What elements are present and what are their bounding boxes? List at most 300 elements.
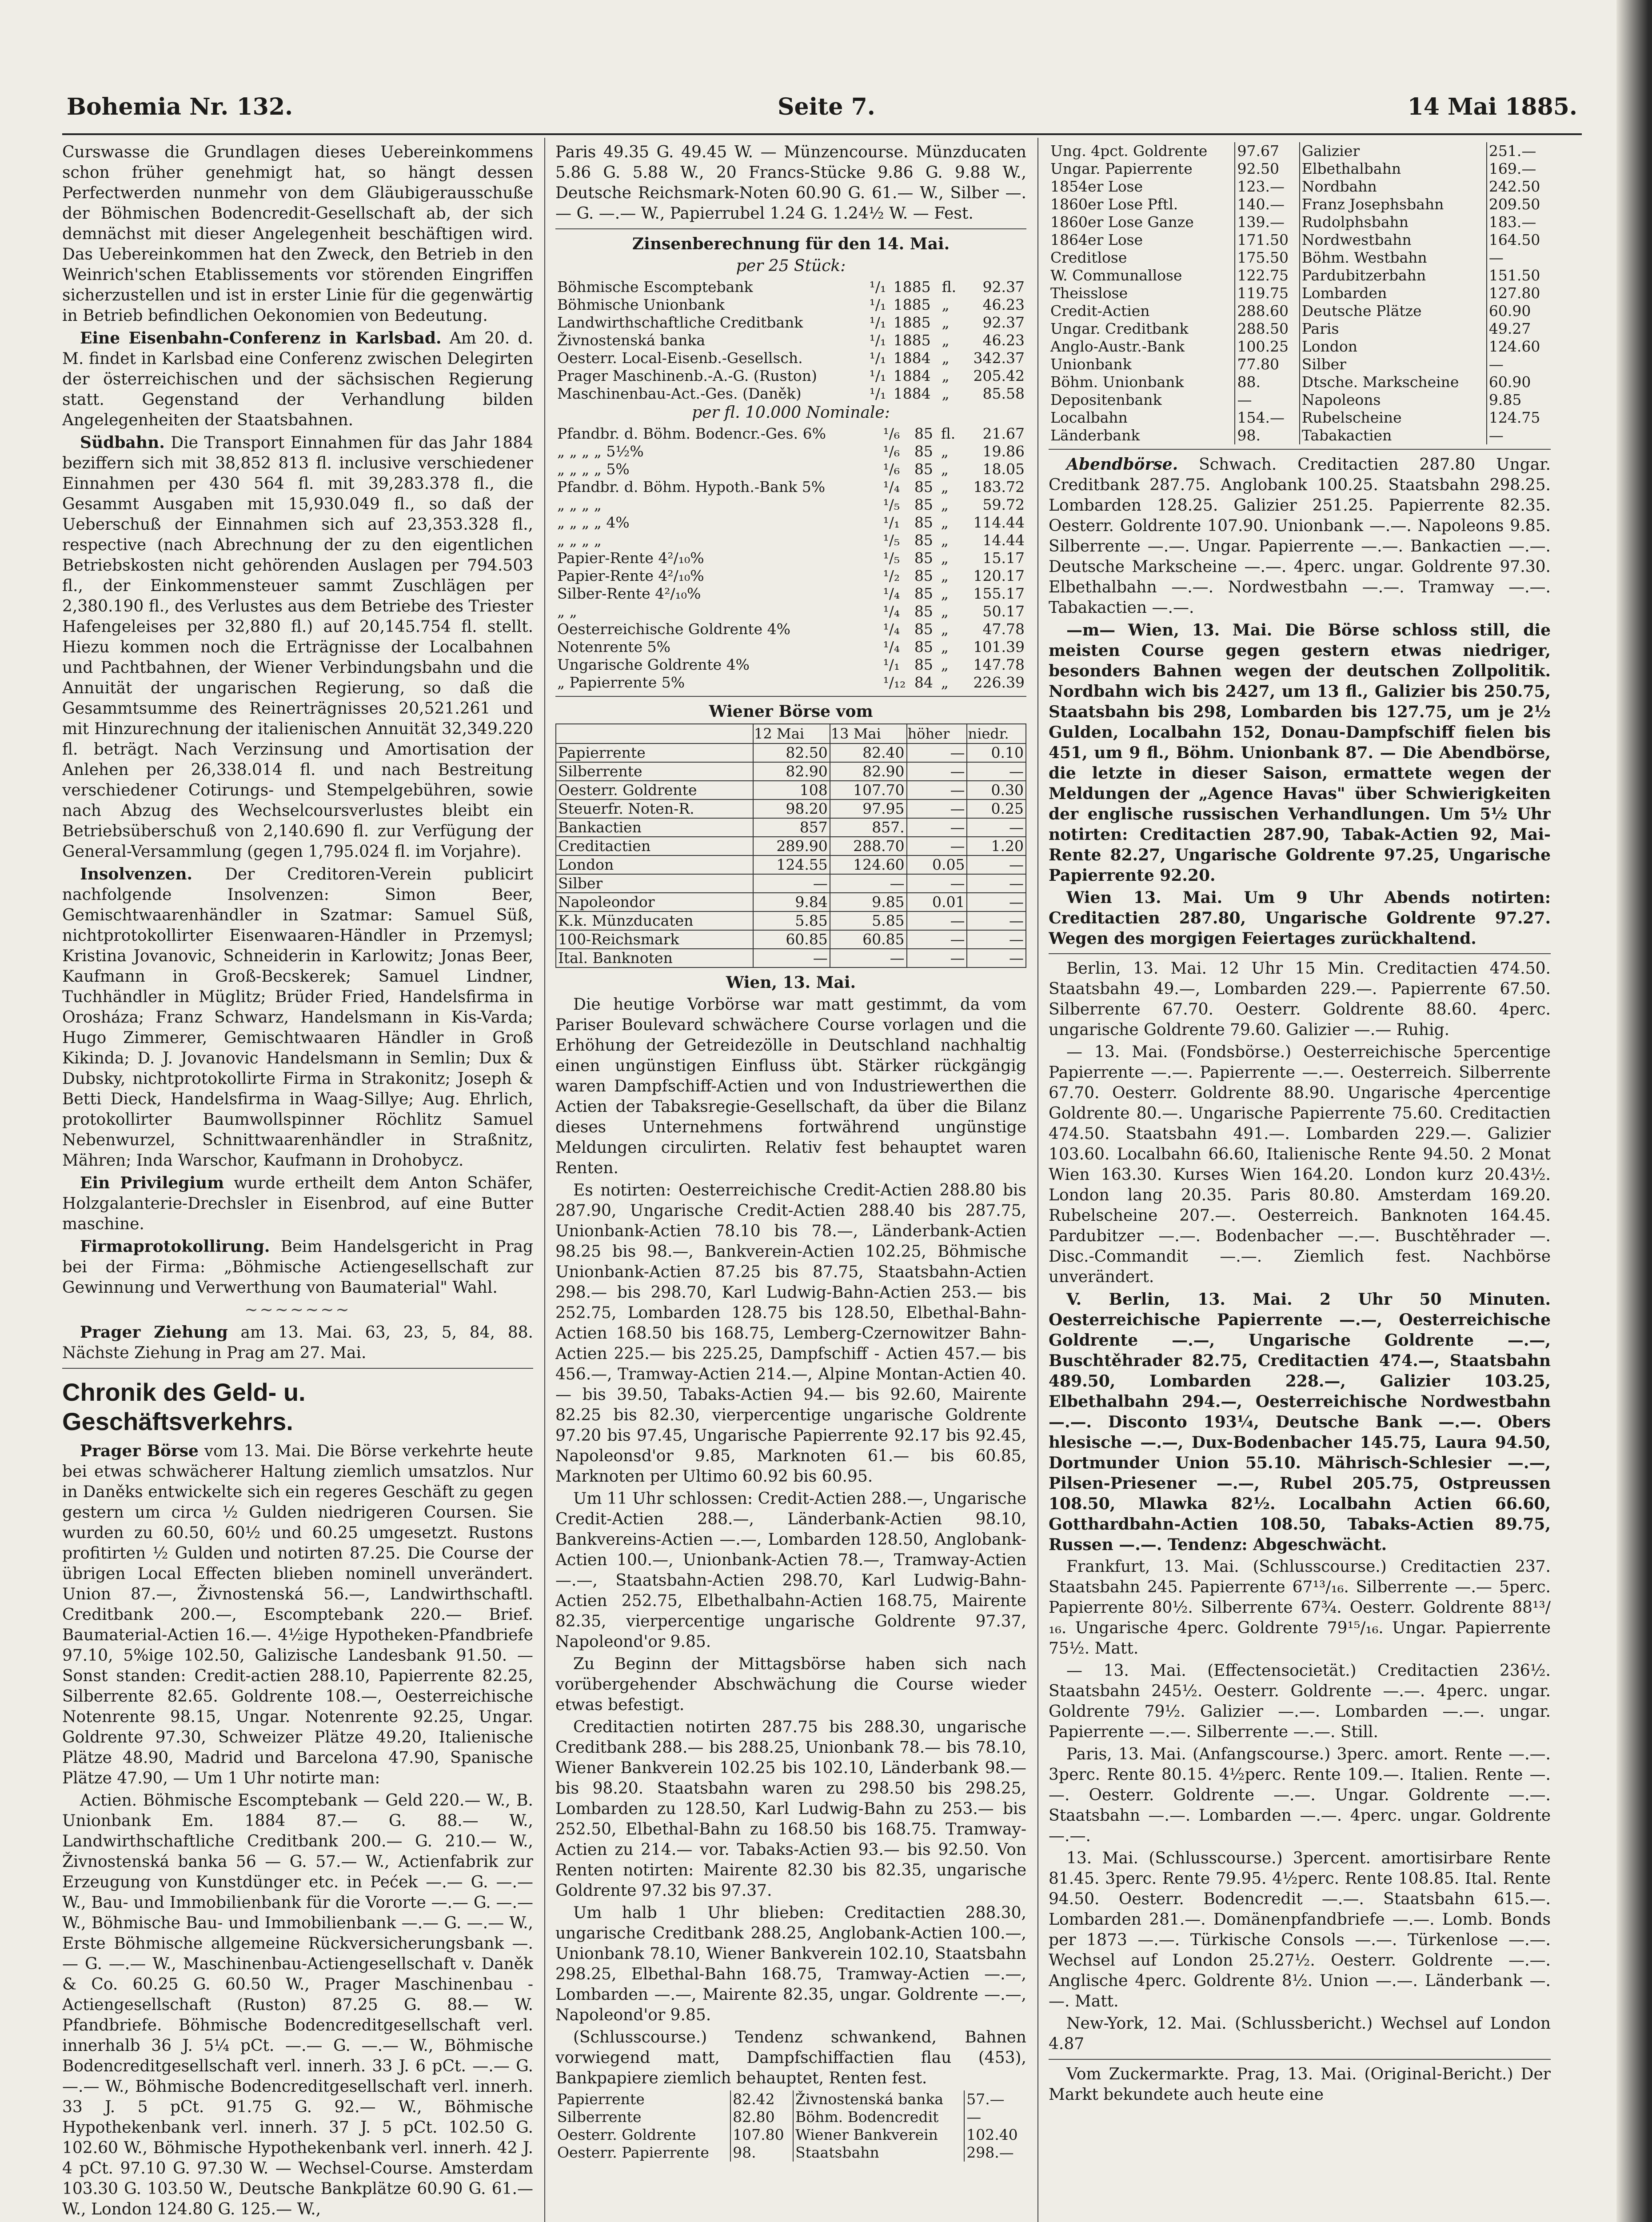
table-cell: 77.80 [1235, 356, 1299, 373]
course-row [1049, 160, 1551, 178]
table-cell: — [907, 818, 967, 837]
table-cell: 14.44 [982, 532, 1025, 549]
table-cell: — [967, 855, 1026, 874]
table-cell: Paris [1300, 320, 1487, 338]
table-cell: Creditactien [556, 837, 753, 855]
zinsen-row [555, 514, 1026, 532]
wien-course-table [1049, 142, 1551, 444]
table-cell: 1885 [893, 278, 931, 296]
page-header [67, 84, 1577, 133]
table-cell: — [967, 893, 1026, 911]
creditactien-paragraph: Creditactien notirten 287.75 bis 288.30, ungarische Creditbank 288.— bis 288.25, Unionbank 78.— bis 78.10, Wiener Bankverein 102.25 bis 102.10, Länderbank 98.— bis 98.20. Staatsbahn waren zu 298.50 bis 298.25, Lombarden zu 128.50, Karl Ludwig-Bahn zu 253.— bis 252.50, Elbethal-Bahn zu 168.50 bis 168.75. Tramway-Actien zu 214.— vor. Tabaks-Actien 93.— bis 92.50. Von Renten notirten: Mairente 82.30 bis 82.35, ungarische Goldrente 97.32 bis 97.37. [555, 1718, 1026, 1900]
table-cell: 85 [914, 478, 933, 496]
table-cell: — [967, 930, 1026, 949]
prager-boerse-article [62, 1441, 533, 1789]
zinsen-subtitle-nominale: per fl. 10.000 Nominale: [692, 404, 890, 422]
zinsen-row [555, 425, 1026, 443]
table-cell: 46.23 [982, 296, 1025, 313]
course-row [1049, 213, 1551, 231]
firma-text: Beim Handelsgericht in Prag bei der Firma: „Böhmische Actiengesellschaft zur Gewinnung und Verwerthung von Baumaterial" Wahl. [62, 1238, 533, 1297]
table-cell: Deutsche Plätze [1300, 302, 1487, 320]
course-row [1049, 302, 1551, 320]
table-cell: 107.80 [730, 2126, 793, 2144]
column-3 [1049, 142, 1551, 2222]
zinsen-row [555, 585, 1026, 603]
zinsen-row [555, 296, 1026, 314]
suedbahn-text: Die Transport Einnahmen für das Jahr 1884 beziffern sich mit 38,852 813 fl. inclusive verschiedener Einnahmen per 430 564 fl. mit 39,283.378 fl., die Gesammt Ausgaben mit 15,930.049 fl., so daß der Ueberschuß der Einnahmen sich auf 23,353.328 fl., respective (nach Abrechnung der zu den eigentlichen Betriebskosten nicht gehörenden Auslagen per 794.503 fl., der Einkommensteuer sammt Zuschlägen per 2,380.190 fl., des Verlustes aus dem Betriebe des Triester Hafengeleises per 32,880 fl.) auf 20,145.754 fl. stellt. Hiezu kommen noch die Erträgnisse der Localbahnen und Pachtbahnen, der Wiener Verbindungsbahn und die Annuität der ungarischen Regierung, so daß die Gesammtsumme des Reinerträgnisses 20,521.261 und mit Hinzurechnung der italienischen Annuität 32,349.220 fl. beträgt. Nach Verzinsung und Amortisation der Anlehen per 26,338.014 fl. und nach Bestreitung verschiedener Cotirungs- und Stempelgebühren, sowie nach Abzug des Wechselcoursverlustes bleibt ein Betriebsüberschuß von 2,140.690 fl. zur Verfügung der General-Versammlung (gegen 1,795.024 fl. im Vorjahre). [62, 434, 533, 861]
table-cell: 97.95 [830, 799, 907, 818]
table-cell: 101.39 [973, 638, 1025, 655]
zinsen-row [555, 549, 1026, 567]
course-row [1049, 356, 1551, 373]
table-cell: 288.60 [1235, 302, 1299, 320]
table-cell: „ [941, 638, 949, 655]
table-cell: 85 [914, 549, 933, 567]
table-cell: 1884 [893, 385, 931, 402]
table-cell: 85 [914, 425, 933, 442]
firma-title: Firmaprotokollirung. [80, 1237, 270, 1256]
table-cell: ¹/₁₂ [883, 674, 906, 691]
zinsen-row [555, 674, 1026, 691]
course-row [1049, 320, 1551, 338]
table-cell: ¹/₁ [869, 385, 886, 402]
karlsbad-title: Eine Eisenbahn-Conferenz in Karlsbad. [80, 329, 442, 348]
table-cell: Franz Josephsbahn [1300, 196, 1487, 213]
course-row [1049, 373, 1551, 391]
table-cell: „ „ [557, 603, 577, 620]
table-cell: Ungar. Papierrente [1049, 160, 1235, 178]
table-cell: Ung. 4pct. Goldrente [1049, 142, 1235, 160]
table-cell: 183.— [1488, 213, 1536, 231]
table-cell: Živnostenská banka [557, 332, 706, 349]
table-cell: Silber [1300, 356, 1487, 373]
wien-title: Wien, 13. Mai. [726, 973, 856, 992]
table-header-cell: höher [907, 724, 967, 743]
table-cell: Galizier [1300, 142, 1487, 160]
table-cell: 102.40 [966, 2126, 1018, 2143]
berlin-article: Berlin, 13. Mai. 12 Uhr 15 Min. Creditactien 474.50. Staatsbahn 49.—, Lombarden 229.—. Papierrente 67.50. Silberrente 67.70. Oesterr. Goldrente 88.60. 4perc. ungarische Goldrente 79.60. Galizier —.— Ruhig. [1049, 959, 1551, 1039]
table-cell: „ „ „ „ 5½% [557, 443, 644, 460]
zinsen-row [555, 314, 1026, 332]
table-cell: 100-Reichsmark [556, 930, 753, 949]
table-cell: 154.— [1235, 409, 1299, 427]
table-header-cell: 12 Mai [753, 724, 830, 743]
intro-paragraph: Curswasse die Grundlagen dieses Uebereinkommens schon früher genehmigt hat, so hängt dessen Perfectwerden nunmehr von dem Gläubigerausschuße der Böhmischen Bodencredit-Gesellschaft ab, der sich demnächst mit dieser Angelegenheit beschäftigen wird. Das Uebereinkommen hat den Zweck, den Betrieb in den Weinrich'schen Etablissements vor störenden Eingriffen sicherzustellen und ist in erster Linie für die gegenwärtig in Betrieb befindlichen Oekonomien von Bedeutung. [62, 143, 533, 325]
wiener-row [556, 799, 1026, 818]
wiener-boerse-table [555, 723, 1026, 968]
suedbahn-title: Südbahn. [80, 433, 165, 452]
table-cell: 1885 [893, 332, 931, 349]
table-cell: „ [941, 620, 949, 638]
table-cell: 1885 [893, 296, 931, 313]
table-cell: „ [941, 585, 949, 602]
wiener-row [556, 762, 1026, 781]
wiener-row [556, 911, 1026, 930]
abend-title: Abendbörse. [1066, 455, 1178, 474]
table-cell: Böhmische Unionbank [557, 296, 725, 313]
header-issue: Bohemia Nr. 132. [67, 93, 293, 120]
zinsen-row [555, 478, 1026, 496]
table-cell: 205.42 [973, 367, 1025, 384]
table-cell: London [556, 855, 753, 874]
table-cell: 123.— [1235, 178, 1299, 196]
table-cell: 85 [914, 620, 933, 638]
zinsen-row [555, 532, 1026, 549]
table-cell: 108 [753, 781, 830, 799]
table-cell: Theisslose [1049, 284, 1235, 302]
section-rule [555, 696, 1026, 697]
table-cell: „ Papierrente 5% [557, 674, 685, 691]
table-cell: 82.50 [753, 743, 830, 762]
table-cell: ¹/₁ [869, 278, 886, 296]
table-cell: 0.10 [967, 743, 1026, 762]
table-cell: 92.50 [1235, 160, 1299, 178]
table-cell: 85 [914, 567, 933, 584]
table-cell: 155.17 [973, 585, 1025, 602]
wiener-row [556, 855, 1026, 874]
table-cell: 857. [830, 818, 907, 837]
zinsen-row [555, 638, 1026, 656]
table-cell: fl. [941, 425, 956, 442]
table-cell: „ [941, 514, 949, 531]
schluss-row [555, 2090, 1026, 2108]
table-cell: Notenrente 5% [557, 638, 670, 655]
table-cell: „ „ „ „ [557, 532, 602, 549]
table-cell: Ungarische Goldrente 4% [557, 656, 750, 673]
table-cell: London [1300, 338, 1487, 356]
ziehung-title: Prager Ziehung [80, 1323, 228, 1342]
table-cell: — [1488, 356, 1504, 373]
table-cell: „ [941, 478, 949, 496]
table-cell: Oesterr. Local-Eisenb.-Gesellsch. [557, 349, 803, 367]
table-cell: 289.90 [753, 837, 830, 855]
table-cell: Dtsche. Markscheine [1300, 373, 1487, 391]
table-cell: Rudolphsbahn [1300, 213, 1487, 231]
section-rule [555, 228, 1026, 229]
table-cell: 21.67 [982, 425, 1025, 442]
table-cell: ¹/₁ [869, 332, 886, 349]
table-cell: ¹/₂ [883, 567, 900, 584]
table-cell: Creditlose [1049, 249, 1235, 267]
column-1 [62, 142, 533, 2222]
wien-paragraph: Die heutige Vorbörse war matt gestimmt, da vom Pariser Boulevard schwächere Course vorlagen und die Erhöhung der Getreidezölle in Deutschland nachhaltig einen ungünstigen Einfluss übt. Stärker rückgängig waren Dampfschiff-Actien und von Industriewerthen die Actien der Tabaksregie-Gesellschaft, da über die Bilanz dieses Unternehmens fortwährend ungünstige Meldungen circulirten. Relativ fest behauptet waren Renten. [555, 995, 1026, 1177]
table-cell: 251.— [1488, 142, 1536, 160]
insolvenzen-title: Insolvenzen. [80, 865, 193, 883]
table-cell: ¹/₁ [869, 349, 886, 367]
table-cell: 151.50 [1488, 267, 1540, 284]
table-cell: „ [942, 314, 950, 331]
table-cell: ¹/₅ [883, 496, 900, 513]
table-cell: — [967, 818, 1026, 837]
table-cell: 5.85 [753, 911, 830, 930]
course-row [1049, 409, 1551, 427]
table-cell: Localbahn [1049, 409, 1235, 427]
table-cell: W. Communallose [1049, 267, 1235, 284]
table-cell: Papierrente [555, 2090, 730, 2108]
table-cell: 82.42 [730, 2090, 793, 2108]
table-cell: — [753, 874, 830, 893]
table-cell: ¹/₁ [869, 314, 886, 331]
chronik-heading: Chronik des Geld- u. Geschäftsverkehrs. [62, 1378, 306, 1435]
table-cell: — [907, 911, 967, 930]
table-cell: K.k. Münzducaten [556, 911, 753, 930]
table-cell: Pfandbr. d. Böhm. Hypoth.-Bank 5% [557, 478, 826, 496]
privileg-text: wurde ertheilt dem Anton Schäfer, Holzgalanterie-Drechsler in Eisenbrod, auf eine Butter maschine. [62, 1174, 533, 1233]
table-cell: Credit-Actien [1049, 302, 1235, 320]
table-cell: Živnostenská banka [793, 2090, 964, 2108]
table-cell: 0.01 [907, 893, 967, 911]
header-date: 14 Mai 1885. [1407, 93, 1577, 120]
course-row [1049, 249, 1551, 267]
paris-article: Paris, 13. Mai. (Anfangscourse.) 3perc. amort. Rente —.—. 3perc. Rente 80.15. 4½perc. Rente 109.—. Italien. Rente —.—. Oesterr. Goldrente —.—. Ungar. Goldrente —.—. Staatsbahn —.—. Lombarden —.—. 4perc. ungar. Goldrente —.—. [1049, 1745, 1551, 1845]
table-cell: 124.55 [753, 855, 830, 874]
table-cell: 124.60 [1488, 338, 1540, 355]
table-cell: — [1235, 391, 1299, 409]
table-cell: Silber-Rente 4²/₁₀% [557, 585, 701, 602]
decorative-divider: ~~~~~~~ [244, 1301, 351, 1319]
table-cell: 100.25 [1235, 338, 1299, 356]
table-cell: 122.75 [1235, 267, 1299, 284]
prager-boerse-text: vom 13. Mai. Die Börse verkehrte heute bei etwas schwächerer Haltung ziemlich umsatzlos. Nur in Daněks entwickelte sich ein regeres Geschäft zu gegen gestern um circa ½ Gulden niedrigeren Coursen. Sie wurden zu 60.50, 60½ und 60.25 umgesetzt. Rustons profitirten ½ Gulden und notirten 87.25. Die Course der übrigen Local Effecten blieben nominell unverändert. Union 87.—, Živnostenská 56.—, Landwirthschaftl. Creditbank 200.—, Escomptebank 220.— Brief. Baumaterial-Actien 16.—. 4½ige Hypotheken-Pfandbriefe 97.10, 5%ige 102.50, Galizische Landesbank 91.50. — Sonst standen: Credit-actien 288.10, Papierrente 82.25, Silberrente 82.65. Goldrente 108.—, Oesterreichische Notenrente 98.15, Ungar. Notenrente 92.25, Ungar. Goldrente 97.30, Schweizer Plätze 49.20, Italienische Plätze 48.90, Madrid und Barcelona 47.90, Spanische Plätze 47.90, — Um 1 Uhr notirte man: [62, 1442, 533, 1787]
privileg-article [62, 1173, 533, 1235]
table-cell: „ [942, 385, 950, 402]
table-cell: Tabakactien [1300, 427, 1487, 444]
table-cell: Papier-Rente 4²/₁₀% [557, 549, 704, 567]
course-row [1049, 267, 1551, 284]
table-cell: — [830, 949, 907, 967]
table-cell: ¹/₄ [883, 620, 900, 638]
table-cell: ¹/₄ [883, 478, 900, 496]
table-cell: 85 [914, 656, 933, 673]
table-cell: 85 [914, 638, 933, 655]
table-cell: — [907, 781, 967, 799]
table-cell: „ [942, 296, 950, 313]
table-cell: „ [941, 656, 949, 673]
table-cell: „ [942, 332, 950, 349]
table-cell: 1864er Lose [1049, 231, 1235, 249]
table-cell: „ [942, 349, 950, 367]
table-cell: Napoleondor [556, 893, 753, 911]
table-cell: Ital. Banknoten [556, 949, 753, 967]
column-2 [555, 142, 1026, 2222]
table-header-cell: 13 Mai [830, 724, 907, 743]
table-cell: 85 [914, 532, 933, 549]
table-cell: Oesterr. Goldrente [556, 781, 753, 799]
table-cell: 9.85 [830, 893, 907, 911]
schluss-row [555, 2144, 1026, 2162]
table-cell: 82.40 [830, 743, 907, 762]
table-cell: ¹/₅ [883, 532, 900, 549]
zinsen-row [555, 603, 1026, 620]
table-cell: 60.90 [1488, 302, 1531, 320]
table-cell: 147.78 [973, 656, 1025, 673]
privileg-title: Ein Privilegium [80, 1174, 224, 1192]
table-cell: 60.85 [830, 930, 907, 949]
table-cell: 85 [914, 443, 933, 460]
table-cell: 9.84 [753, 893, 830, 911]
table-cell: „ [941, 460, 949, 478]
table-cell: 1884 [893, 349, 931, 367]
table-cell: — [967, 762, 1026, 781]
schluss-row [555, 2108, 1026, 2126]
table-cell: Silberrente [555, 2108, 730, 2126]
ziehung-text: am 13. Mai. 63, 23, 5, 84, 88. Nächste Ziehung in Prag am 27. Mai. [62, 1323, 533, 1362]
table-cell: — [907, 930, 967, 949]
table-cell: Pfandbr. d. Böhm. Bodencr.-Ges. 6% [557, 425, 826, 442]
table-cell: „ [941, 443, 949, 460]
table-cell: Papierrente [556, 743, 753, 762]
table-cell: Lombarden [1300, 284, 1487, 302]
table-cell: ¹/₁ [883, 656, 900, 673]
table-cell: — [907, 874, 967, 893]
table-cell: Böhmische Escomptebank [557, 278, 753, 296]
table-cell: „ „ „ „ 5% [557, 460, 630, 478]
table-cell: ¹/₅ [883, 549, 900, 567]
table-cell: Maschinenbau-Act.-Ges. (Daněk) [557, 385, 802, 402]
table-cell: 140.— [1235, 196, 1299, 213]
wiener-row [556, 818, 1026, 837]
zinsen-row [555, 332, 1026, 349]
table-cell: ¹/₄ [883, 638, 900, 655]
table-cell: — [967, 911, 1026, 930]
muenzen-paragraph: Paris 49.35 G. 49.45 W. — Münzencourse. Münzducaten 5.86 G. 5.88 W., 20 Francs-Stücke 9.86 G. 9.88 W., Deutsche Reichsmark-Noten 60.90 G. 61.— W., Silber —.— G. —.— W., Papierrubel 1.24 G. 1.24½ W. — Fest. [555, 143, 1026, 223]
table-cell: — [1488, 249, 1504, 266]
table-cell: — [967, 874, 1026, 893]
table-cell: Pardubitzerbahn [1300, 267, 1487, 284]
table-cell: 1854er Lose [1049, 178, 1235, 196]
karlsbad-text: Am 20. d. M. findet in Karlsbad eine Conferenz zwischen Delegirten der österreichischen und der sächsischen Regierung statt. Gegenstand der Verhandlung bilden Angelegenheiten der Staatsbahnen. [62, 329, 533, 429]
berlin-fondsboerse-article: — 13. Mai. (Fondsbörse.) Oesterreichische 5percentige Papierrente —.—. Papierrente —.—. Oesterreich. Silberrente 67.70. Oesterr. Goldrente 88.90. Ungarische 4percentige Goldrente 80.—. Ungarische Papierrente 75.60. Creditactien 474.50. Staatsbahn 491.—. Lombarden 229.—. Galizier 103.60. Localbahn 66.60, Italienische Rente 94.50. 2 Monat Wien 163.30. Kurses Wien 164.20. London kurz 20.43½. London lang 20.35. Paris 80.80. Amsterdam 169.20. Rubelscheine 207.—. Oesterreich. Banknoten 164.45. Pardubitzer —.—. Bodenbacher —.—. Buschtěhrader —. Disc.-Commandit —.—. Ziemlich fest. Nachbörse unverändert. [1049, 1043, 1551, 1286]
table-cell: Nordbahn [1300, 178, 1487, 196]
section-rule [62, 1368, 533, 1369]
table-cell: 169.— [1488, 160, 1536, 177]
course-row [1049, 391, 1551, 409]
section-rule [1049, 449, 1551, 450]
table-cell: 0.05 [907, 855, 967, 874]
table-cell: Wiener Bankverein [793, 2126, 964, 2144]
table-cell: 59.72 [982, 496, 1025, 513]
table-cell: — [907, 837, 967, 855]
prager-boerse-label: Prager Börse [80, 1442, 199, 1460]
table-cell: 1860er Lose Pftl. [1049, 196, 1235, 213]
table-cell: 127.80 [1488, 284, 1540, 302]
table-cell: Ungar. Creditbank [1049, 320, 1235, 338]
table-cell: 171.50 [1235, 231, 1299, 249]
paris-schluss-article: 13. Mai. (Schlusscourse.) 3percent. amortisirbare Rente 81.45. 3perc. Rente 79.95. 4½perc. Rente 108.85. Ital. Rente 94.50. Oesterr. Bodencredit —.—. Staatsbahn 615.—. Lombarden 281.—. Domänenpfandbriefe —.—. Lomb. Bonds per 1873 —.—. Türkische Consols —.—. Türkenlose —.—. Wechsel auf London 25.27½. Oesterr. Goldrente —.—. Anglische 4perc. Goldrente 8½. Union —.—. Länderbank —.—. Matt. [1049, 1849, 1551, 2010]
table-cell: Depositenbank [1049, 391, 1235, 409]
table-cell: 209.50 [1488, 196, 1540, 213]
table-cell: 0.30 [967, 781, 1026, 799]
zinsen-row [555, 278, 1026, 296]
table-cell: 5.85 [830, 911, 907, 930]
table-cell: 85.58 [982, 385, 1025, 402]
scan-edge-shadow [1616, 0, 1652, 2222]
course-row [1049, 338, 1551, 356]
table-cell: 1.20 [967, 837, 1026, 855]
table-cell: 124.60 [830, 855, 907, 874]
table-cell: 82.80 [730, 2108, 793, 2126]
table-cell: ¹/₁ [869, 296, 886, 313]
table-cell: 98.20 [753, 799, 830, 818]
wien-bold-article: —m— Wien, 13. Mai. Die Börse schloss still, die meisten Course gegen gestern etwas niedriger, besonders Bahnen wegen der deutschen Zollpolitik. Nordbahn wich bis 2427, um 13 fl., Galizier bis 250.75, Staatsbahn bis 298, Lombarden bis 127.75, um je 2½ Gulden, Localbahn 152, Donau-Dampfschiff fielen bis 451, um 9 fl., Böhm. Unionbank 87. — Die Abendbörse, die letzte in dieser Saison, ermattete wegen der Meldungen der „Agence Havas" über Schwierigkeiten der englische russischen Verhandlungen. Um 5½ Uhr notirten: Creditactien 287.90, Tabak-Actien 92, Mai-Rente 82.27, Ungarische Goldrente 97.25, Ungarische Papierrente 92.20. [1049, 621, 1551, 885]
table-cell: 1884 [893, 367, 931, 384]
table-cell: 9.85 [1488, 391, 1522, 408]
table-cell: 183.72 [973, 478, 1025, 496]
course-row [1049, 231, 1551, 249]
table-cell: Oesterr. Papierrente [555, 2144, 730, 2162]
table-cell: 85 [914, 603, 933, 620]
um11-paragraph: Um 11 Uhr schlossen: Credit-Actien 288.—, Ungarische Credit-Actien 288.—, Länderbank-Actien 98.10, Bankvereins-Actien —.—, Lombarden 128.50, Anglobank-Actien 100.—, Unionbank-Actien 78.—, Tramway-Actien —.—, Staatsbahn-Actien 298.70, Karl Ludwig-Bahn-Actien 252.75, Elbethalbahn-Actien 168.75, Mairente 82.35, vierpercentige ungarische Goldrente 97.37, Napoleond'or 9.85. [555, 1490, 1026, 1651]
table-cell: 82.90 [753, 762, 830, 781]
table-cell: Steuerfr. Noten-R. [556, 799, 753, 818]
table-cell: ¹/₁ [883, 514, 900, 531]
table-cell: 46.23 [982, 332, 1025, 349]
table-cell: „ [941, 496, 949, 513]
table-cell: — [830, 874, 907, 893]
table-header-cell [556, 724, 753, 743]
header-rule [62, 133, 1582, 135]
frankfurt-article: Frankfurt, 13. Mai. (Schlusscourse.) Creditactien 237. Staatsbahn 245. Papierrente 67¹³/₁₆. Silberrente —.— 5perc. Papierrente 80½. Silberrente 67¾. Oesterr. Goldrente 88¹³/₁₆. Ungarische 4perc. Goldrente 79¹⁵/₁₆. Ungar. Papierrente 75½. Matt. [1049, 1558, 1551, 1658]
newyork-article: New-York, 12. Mai. (Schlussbericht.) Wechsel auf London 4.87 [1049, 2014, 1551, 2053]
schluss-row [555, 2126, 1026, 2144]
karlsbad-article [62, 328, 533, 431]
table-cell: ¹/₁ [869, 367, 886, 384]
table-cell: 85 [914, 585, 933, 602]
table-cell: Silber [556, 874, 753, 893]
header-page-number: Seite 7. [778, 93, 875, 120]
table-cell: ¹/₆ [883, 460, 900, 478]
table-cell: Länderbank [1049, 427, 1235, 444]
table-cell: „ [941, 532, 949, 549]
table-cell: 288.50 [1235, 320, 1299, 338]
zinsen-row [555, 460, 1026, 478]
table-cell: — [1488, 427, 1504, 444]
table-cell: 98. [1235, 427, 1299, 444]
table-cell: Elbethalbahn [1300, 160, 1487, 178]
schluss-paragraph: (Schlusscourse.) Tendenz schwankend, Bahnen vorwiegend matt, Dampfschiffactien flau (453), Bankpapiere ziemlich behauptet, Renten fest. [555, 2028, 1026, 2087]
table-cell: ¹/₄ [883, 603, 900, 620]
zinsen-row [555, 656, 1026, 674]
table-cell: „ [941, 603, 949, 620]
halb1-paragraph: Um halb 1 Uhr blieben: Creditactien 288.30, ungarische Creditbank 288.25, Anglobank-Actien 100.—, Unionbank 78.10, Wiener Bankverein 102.10, Staatsbahn 298.25, Elbethal-Bahn 168.75, Tramway-Actien —.—, Lombarden —.—, Mairente 82.35, ungar. Goldrente —.—, Napoleond'or 9.85. [555, 1904, 1026, 2024]
course-row [1049, 178, 1551, 196]
zinsen-title: Zinsenberechnung für den 14. Mai. [632, 235, 950, 253]
wiener-row [556, 874, 1026, 893]
table-cell: Prager Maschinenb.-A.-G. (Ruston) [557, 367, 817, 384]
wiener-row [556, 781, 1026, 799]
table-cell: Böhm. Bodencredit [793, 2108, 964, 2126]
table-header-cell: niedr. [967, 724, 1026, 743]
table-cell: — [967, 949, 1026, 967]
table-cell: 85 [914, 514, 933, 531]
table-cell: 119.75 [1235, 284, 1299, 302]
table-cell: 107.70 [830, 781, 907, 799]
table-cell: 85 [914, 496, 933, 513]
table-cell: Nordwestbahn [1300, 231, 1487, 249]
table-cell: 98. [730, 2144, 793, 2162]
wiener-row [556, 743, 1026, 762]
table-cell: 57.— [966, 2090, 1005, 2108]
table-cell: 298.— [966, 2144, 1014, 2161]
table-cell: 19.86 [982, 443, 1025, 460]
table-cell: 49.27 [1488, 320, 1531, 337]
table-cell: 120.17 [973, 567, 1025, 584]
table-cell: 139.— [1235, 213, 1299, 231]
table-cell: „ [942, 367, 950, 384]
table-cell: Staatsbahn [793, 2144, 964, 2162]
table-cell: „ [941, 674, 949, 691]
table-cell: — [907, 762, 967, 781]
